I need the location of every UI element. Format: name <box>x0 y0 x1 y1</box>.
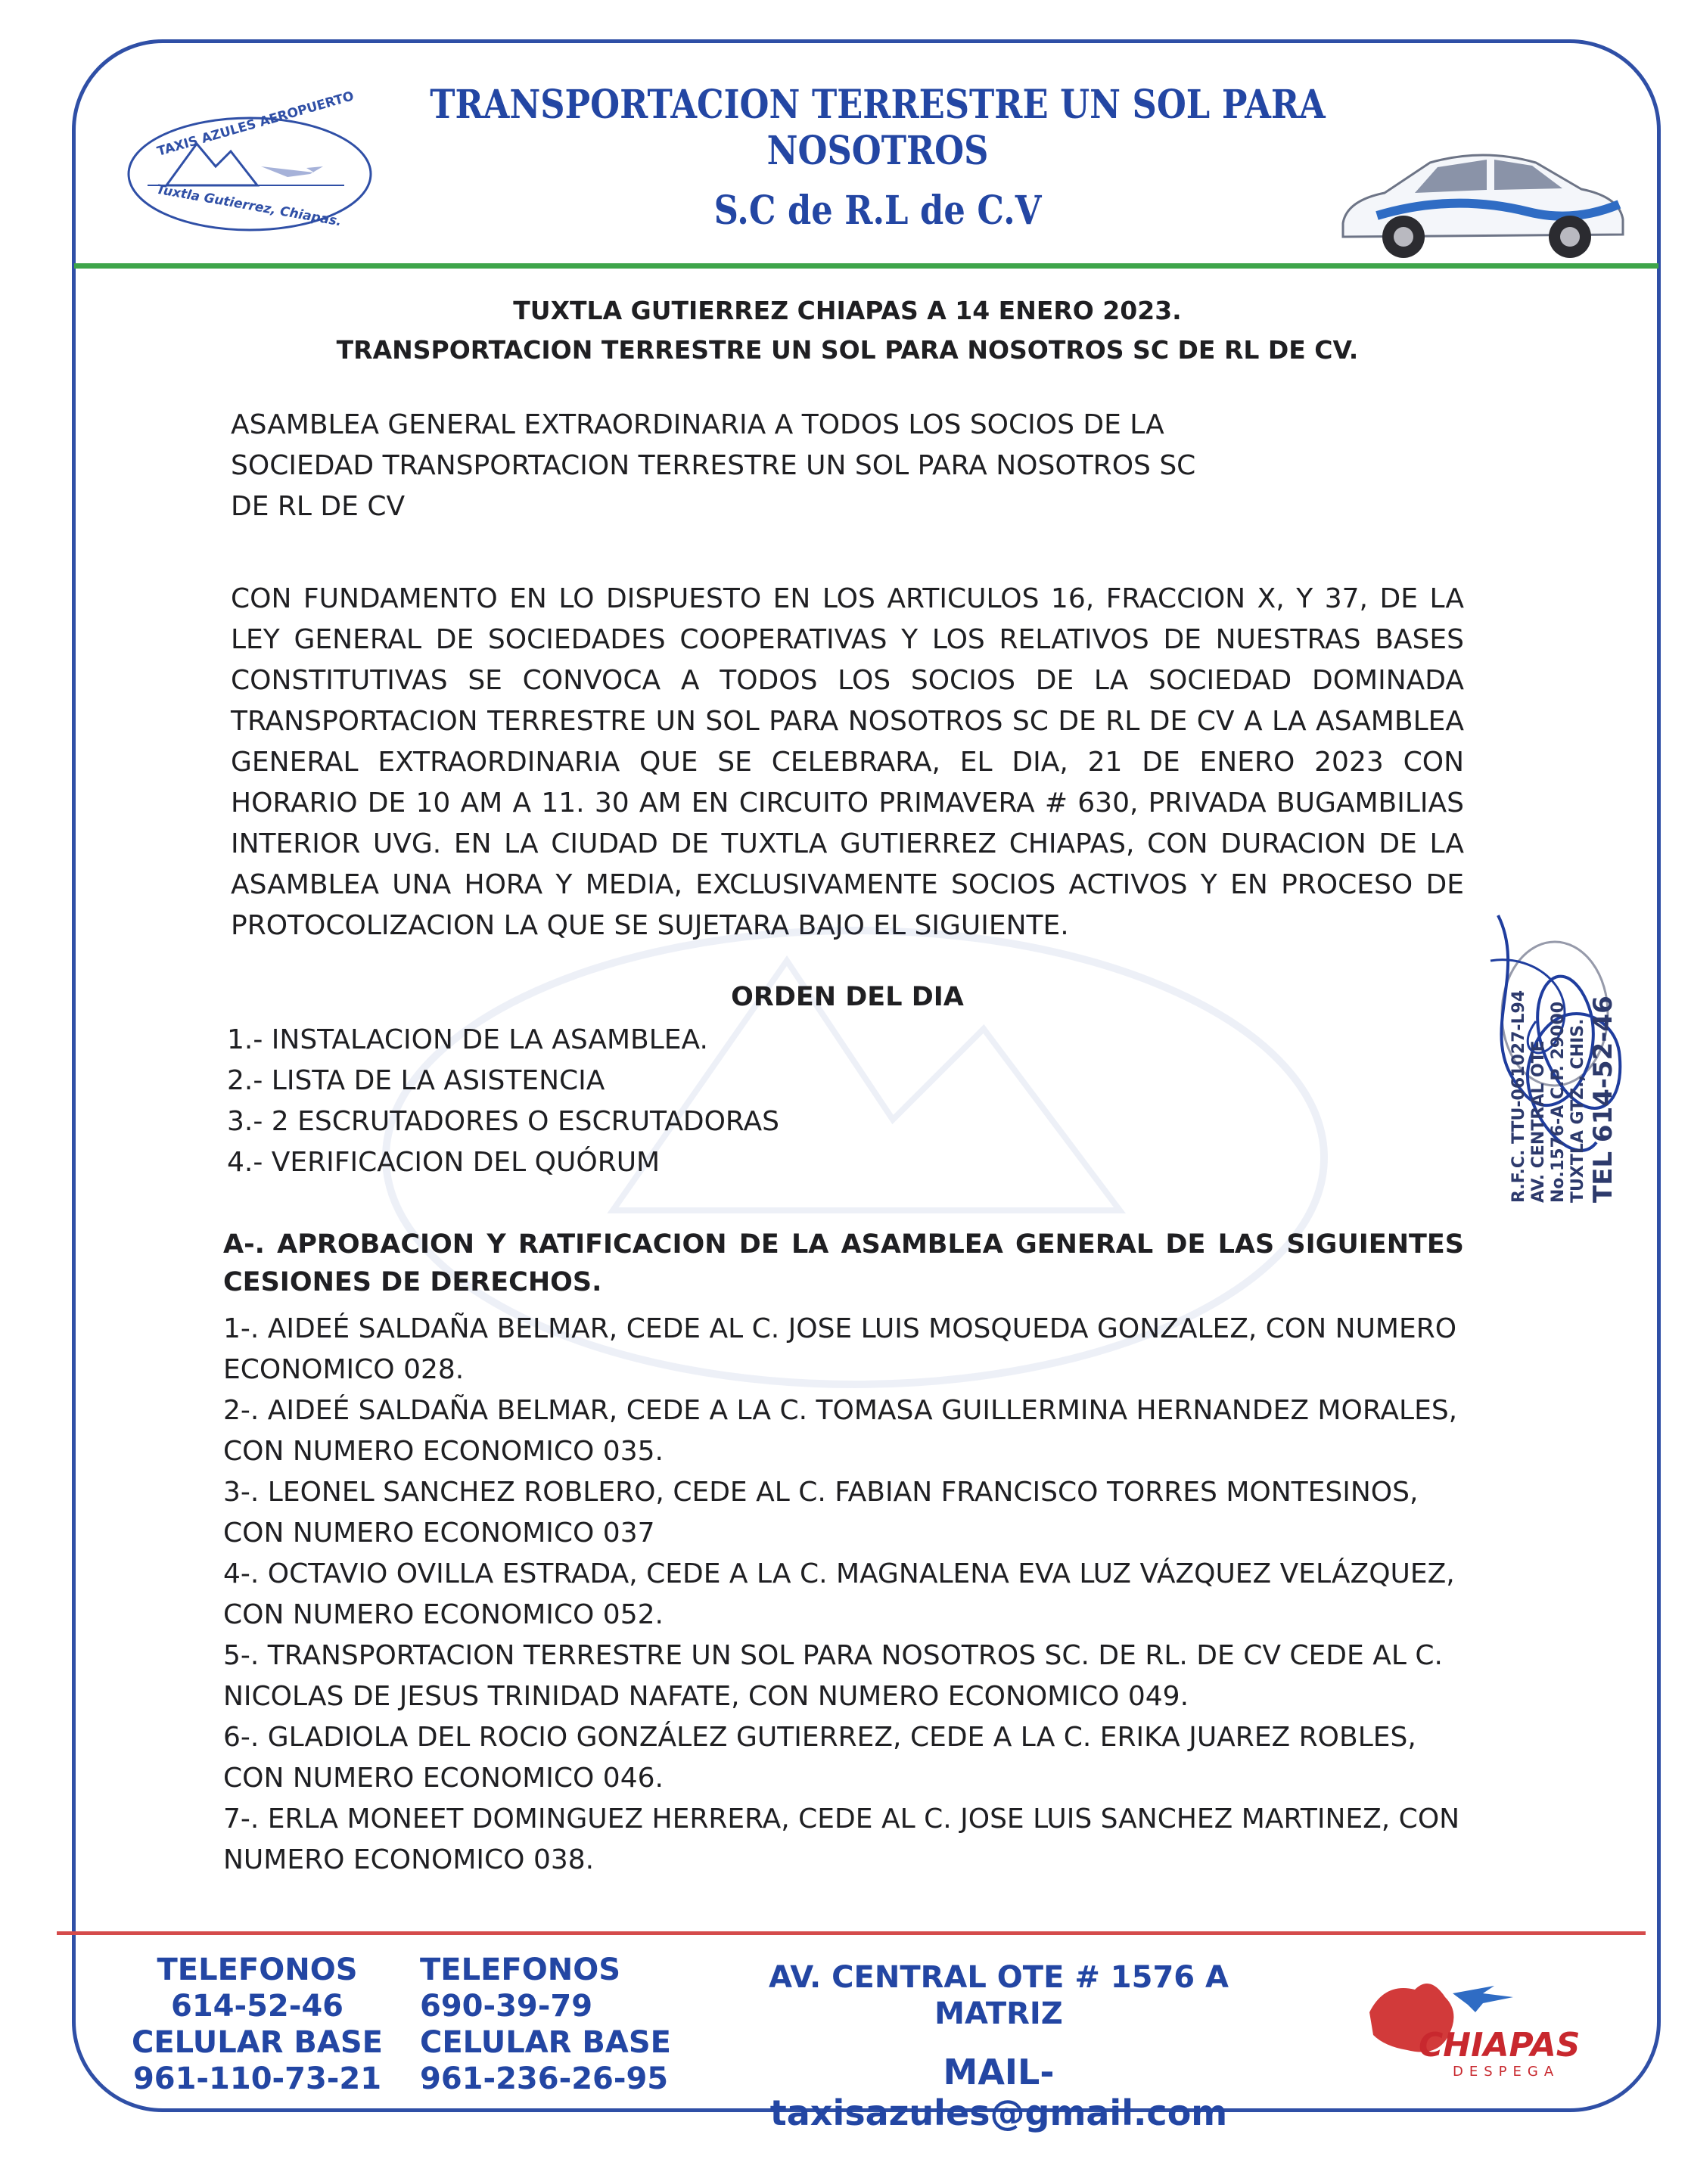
footer-label: CELULAR BASE <box>420 2025 671 2060</box>
list-item: 7-. ERLA MONEET DOMINGUEZ HERRERA, CEDE AL C. JOSE LUIS SANCHEZ MARTINEZ, CON NUMERO ECONOMICO 038. <box>223 1803 1460 1875</box>
footer-label: TELEFONOS <box>157 1953 358 1987</box>
chiapas-tagline: DESPEGA <box>1453 2064 1560 2080</box>
stamp-phone: TEL 614-52-46 <box>1588 996 1618 1203</box>
footer-phone: 690-39-79 <box>420 1989 593 2024</box>
stamp-number: No.1576-A C.P. 29000 <box>1549 1001 1568 1203</box>
footer-address <box>726 1959 1271 2032</box>
chiapas-logo-text: CHIAPAS <box>1419 2026 1581 2064</box>
section-a-heading: A-. APROBACION Y RATIFICACION DE LA ASAMBLEA GENERAL DE LAS SIGUIENTES CESIONES DE DERECHOS. <box>223 1229 1464 1297</box>
date-block <box>227 291 1468 370</box>
stamp-city: TUXTLA GTZ., CHIS. <box>1568 1018 1587 1203</box>
stamp-address: AV. CENTRAL OTE <box>1529 1040 1548 1203</box>
company-line: TRANSPORTACION TERRESTRE UN SOL PARA NOSOTROS SC DE RL DE CV. <box>336 335 1359 365</box>
logo-top-text: TAXIS AZULES AEROPUERTO <box>155 89 356 160</box>
taxi-car-image <box>1332 140 1634 264</box>
list-item: 3-. LEONEL SANCHEZ ROBLERO, CEDE AL C. FABIAN FRANCISCO TORRES MONTESINOS, CON NUMERO ECONOMICO 037 <box>223 1477 1419 1549</box>
footer-mail: MAIL- taxisazules@gmail.com <box>769 2052 1228 2133</box>
cesiones-list <box>223 1309 1464 1881</box>
list-item: 4-. OCTAVIO OVILLA ESTRADA, CEDE A LA C. MAGNALENA EVA LUZ VÁZQUEZ VELÁZQUEZ, CON NUMERO ECONOMICO 052. <box>223 1558 1455 1630</box>
section-a <box>223 1226 1464 1301</box>
list-item: 4.- VERIFICACION DEL QUÓRUM <box>227 1147 661 1178</box>
footer-label: TELEFONOS <box>420 1953 621 1987</box>
footer-divider <box>57 1931 1646 1935</box>
header-divider <box>74 263 1658 269</box>
date-line: TUXTLA GUTIERREZ CHIAPAS A 14 ENERO 2023. <box>513 296 1182 325</box>
list-item: 3.- 2 ESCRUTADORES O ESCRUTADORAS <box>227 1106 779 1137</box>
footer-label: CELULAR BASE <box>132 2025 383 2060</box>
intro-paragraph: ASAMBLEA GENERAL EXTRAORDINARIA A TODOS LOS SOCIOS DE LA SOCIEDAD TRANSPORTACION TERRESTRE UN SOL PARA NOSOTROS SC DE RL DE CV <box>231 409 1196 522</box>
list-item: 6-. GLADIOLA DEL ROCIO GONZÁLEZ GUTIERREZ, CEDE A LA C. ERIKA JUAREZ ROBLES, CON NUMERO ECONOMICO 046. <box>223 1722 1416 1794</box>
header-title: TRANSPORTACION TERRESTRE UN SOL PARA NOSOTROS <box>430 82 1326 174</box>
footer-phone: 614-52-46 <box>170 1989 344 2024</box>
footer-phones-1 <box>113 1952 401 2097</box>
footer-phone: 961-236-26-95 <box>420 2061 669 2096</box>
list-item: 2.- LISTA DE LA ASISTENCIA <box>227 1065 605 1096</box>
stamp-text <box>1509 787 1618 1203</box>
list-item: 1-. AIDEÉ SALDAÑA BELMAR, CEDE AL C. JOSE LUIS MOSQUEDA GONZALEZ, CON NUMERO ECONOMICO 028. <box>223 1313 1457 1385</box>
address-line: AV. CENTRAL OTE # 1576 A <box>769 1960 1229 1995</box>
footer-phone: 961-110-73-21 <box>132 2061 382 2096</box>
orden-title: ORDEN DEL DIA <box>731 982 964 1012</box>
orden-list <box>227 1020 779 1183</box>
address-matriz: MATRIZ <box>934 1996 1063 2031</box>
footer-phones-2 <box>420 1952 707 2097</box>
list-item: 1.- INSTALACION DE LA ASAMBLEA. <box>227 1024 708 1055</box>
list-item: 2-. AIDEÉ SALDAÑA BELMAR, CEDE A LA C. TOMASA GUILLERMINA HERNANDEZ MORALES, CON NUMERO ECONOMICO 035. <box>223 1395 1458 1467</box>
stamp-rfc: R.F.C. TTU-061027-L94 <box>1509 989 1528 1203</box>
main-paragraph: CON FUNDAMENTO EN LO DISPUESTO EN LOS ARTICULOS 16, FRACCION X, Y 37, DE LA LEY GENERAL DE SOCIEDADES COOPERATIVAS Y LOS RELATIVOS DE NUESTRAS BASES CONSTITUTIVAS SE CONVOCA A TODOS LOS SOCIOS DE LA SOCIEDAD DOMINADA TRANSPORTACION TERRESTRE UN SOL PARA NOSOTROS SC DE RL DE CV A LA ASAMBLEA GENERAL EXTRAORDINARIA QUE SE CELEBRARA, EL DIA, 21 DE ENERO 2023 CON HORARIO DE 10 AM A 11. 30 AM EN CIRCUITO PRIMAVERA # 630, PRIVADA BUGAMBILIAS INTERIOR UVG. EN LA CIUDAD DE TUXTLA GUTIERREZ CHIAPAS, CON DURACION DE LA ASAMBLEA UNA HORA Y MEDIA, EXCLUSIVAMENTE SOCIOS ACTIVOS Y EN PROCESO DE PROTOCOLIZACION LA QUE SE SUJETARA BAJO EL SIGUIENTE. <box>231 583 1464 941</box>
taxis-azules-logo <box>125 89 375 238</box>
list-item: 5-. TRANSPORTACION TERRESTRE UN SOL PARA NOSOTROS SC. DE RL. DE CV CEDE AL C. NICOLAS DE JESUS TRINIDAD NAFATE, CON NUMERO ECONOMICO 049. <box>223 1640 1443 1712</box>
header-subtitle: S.C de R.L de C.V <box>713 188 1042 234</box>
chiapas-despega-logo <box>1362 1967 1589 2083</box>
logo-bottom-text: Tuxtla Gutierrez, Chiapas. <box>155 182 343 230</box>
